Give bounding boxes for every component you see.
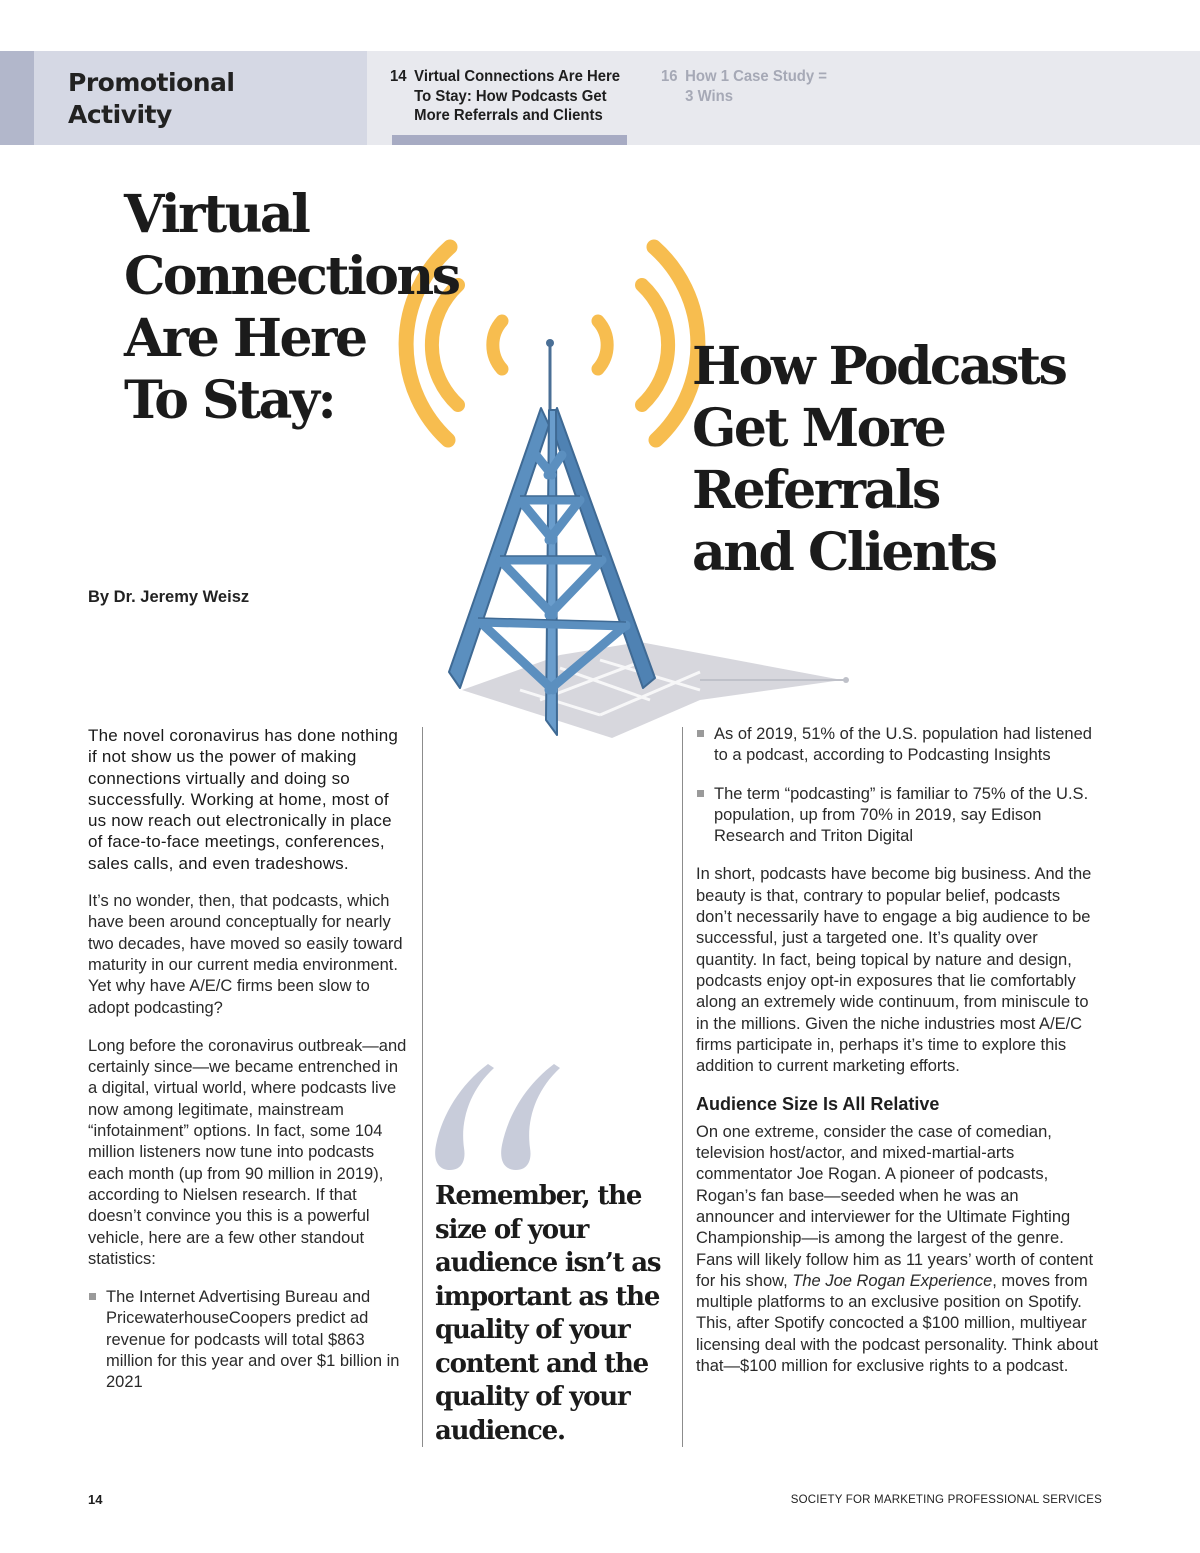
nav-page-number: 14 (390, 68, 407, 85)
quote-mark-icon (430, 1060, 560, 1175)
body-paragraph: Long before the coronavirus outbreak—and certainly since—we became entrenched in a digital, virtual world, where podcasts live now among legitimate, mainstream “infotainment” options. In fact, some 104 million listeners now tune into podcasts each month (up from 90 million in 2019), according to Nielsen research. If that doesn’t convince you this is a powerful vehicle, here are a few other standout statistics: (88, 1036, 407, 1268)
article-title-part-2: How Podcasts Get More Referrals and Clients (692, 336, 1066, 583)
section-accent-bar (0, 51, 34, 145)
subheading: Audience Size Is All Relative (696, 1094, 940, 1115)
body-paragraph: In short, podcasts have become big business. And the beauty is that, contrary to popular belief, podcasts don’t necessarily have to engage a big audience to be successful, just a targeted one. It’s quality over quantity. In fact, being topical by nature and design, podcasts enjoy opt-in exposures that lie comfortably along an extremely wide continuum, from miniscule to in the millions. Given the niche industries most A/E/C firms participate in, perhaps it’s time to explore this addition to current marketing efforts. (696, 865, 1092, 1076)
bullet-item: The term “podcasting” is familiar to 75% of the U.S. population, up from 70% in 2019, say Edison Research and Triton Digital (696, 784, 1100, 848)
footer-organization: SOCIETY FOR MARKETING PROFESSIONAL SERVICES (790, 1494, 1102, 1506)
nav-active-indicator (392, 135, 627, 145)
bullet-item: As of 2019, 51% of the U.S. population had listened to a podcast, according to Podcasting Insights (696, 724, 1100, 767)
article-title-part-1: Virtual Connections Are Here To Stay: (124, 184, 459, 431)
nav-page-number: 16 (661, 68, 678, 85)
bullet-item: The Internet Advertising Bureau and PricewaterhouseCoopers predict ad revenue for podcasts will total $863 million for this year and over $1 billion in 2021 (88, 1287, 410, 1393)
pull-quote: Remember, the size of your audience isn’t as important as the quality of your content and the quality of your audience. (435, 1181, 661, 1446)
body-column-right (696, 724, 1100, 1394)
body-paragraph: It’s no wonder, then, that podcasts, which have been around conceptually for nearly two decades, have moved so easily toward maturity in our current media environment. Yet why have A/E/C firms been slow to adopt podcasting? (88, 892, 403, 1017)
show-title: The Joe Rogan Experience (792, 1271, 993, 1290)
body-paragraph: On one extreme, consider the case of comedian, television host/actor, and mixed-martial-arts commentator Joe Rogan. A pioneer of podcasts, Rogan’s fan base—seeded when he was an announcer and interviewer for the Ultimate Fighting Championship—is among the largest of the genre. Fans will likely follow him as 11 years’ worth of content for his show, The Joe Rogan Experience, moves from multiple platforms to an exclusive position on Spotify. This, after Spotify concocted a $100 million, multiyear licensing deal with the podcast personality. Think about that—$100 million for exclusive rights to a podcast. (696, 1122, 1099, 1376)
lead-paragraph: The novel coronavirus has done nothing if not show us the power of making connections virtually and doing so successfully. Working at home, most of us now reach out electronically in place of face-to-face meetings, conferences, sales calls, and even tradeshows. (88, 726, 399, 873)
section-title: Promotional Activity (68, 68, 235, 129)
page-number: 14 (88, 1492, 103, 1507)
column-divider (682, 727, 683, 1447)
section-label-panel (0, 51, 367, 145)
body-column-left (88, 725, 410, 1411)
byline: By Dr. Jeremy Weisz (88, 588, 250, 606)
nav-article-title: How 1 Case Study = 3 Wins (685, 68, 828, 105)
section-header (0, 51, 1200, 145)
nav-article-title: Virtual Connections Are Here To Stay: How Podcasts Get More Referrals and Clients (414, 68, 621, 124)
bullet-list (88, 1287, 410, 1393)
column-divider (422, 727, 423, 1447)
